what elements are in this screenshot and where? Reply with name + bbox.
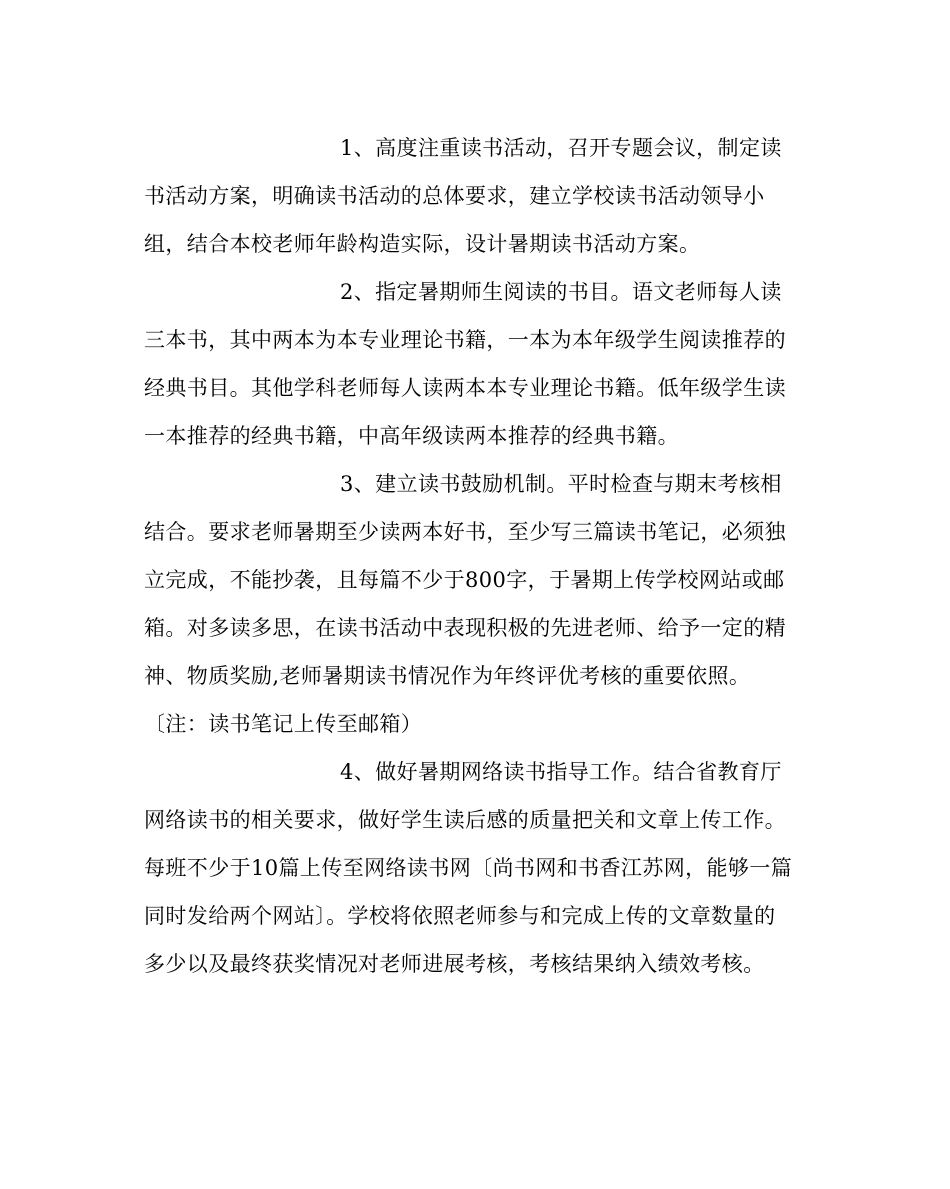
paragraph-4-line-1: 4、做好暑期网络读书指导工作。结合省教育厅 — [340, 760, 782, 784]
paragraph-1-line-2: 书活动方案，明确读书活动的总体要求，建立学校读书活动领导小 — [144, 184, 765, 208]
paragraph-3-line-2: 结合。要求老师暑期至少读两本好书，至少写三篇读书笔记，必须独 — [144, 520, 786, 544]
paragraph-1-line-1: 1、高度注重读书活动，召开专题会议，制定读 — [340, 136, 782, 160]
paragraph-3-line-4: 箱。对多读多思，在读书活动中表现积极的先进老师、给予一定的精 — [144, 616, 786, 640]
paragraph-2-line-3: 经典书目。其他学科老师每人读两本本专业理论书籍。低年级学生读 — [144, 376, 786, 400]
paragraph-3-line-1: 3、建立读书鼓励机制。平时检查与期末考核相 — [340, 472, 782, 496]
paragraph-1-line-3: 组，结合本校老师年龄构造实际，设计暑期读书活动方案。 — [144, 232, 701, 256]
paragraph-4-line-4: 同时发给两个网站〕。学校将依照老师参与和完成上传的文章数量的 — [144, 904, 776, 928]
paragraph-3-note: 〔注：读书笔记上传至邮箱） — [144, 712, 423, 736]
paragraph-4-line-3: 每班不少于10篇上传至网络读书网〔尚书网和书香江苏网，能够一篇 — [144, 856, 793, 880]
paragraph-2-line-1: 2、指定暑期师生阅读的书目。语文老师每人读 — [340, 280, 782, 304]
paragraph-4-line-2: 网络读书的相关要求，做好学生读后感的质量把关和文章上传工作。 — [144, 808, 786, 832]
paragraph-2-line-4: 一本推荐的经典书籍，中高年级读两本推荐的经典书籍。 — [144, 424, 679, 448]
paragraph-2-line-2: 三本书，其中两本为本专业理论书籍，一本为本年级学生阅读推荐的 — [144, 328, 786, 352]
paragraph-3-line-3: 立完成，不能抄袭，且每篇不少于800字，于暑期上传学校网站或邮 — [144, 568, 785, 592]
paragraph-3-line-5: 神、物质奖励,老师暑期读书情况作为年终评优考核的重要依照。 — [144, 664, 751, 688]
paragraph-4-line-5: 多少以及最终获奖情况对老师进展考核，考核结果纳入绩效考核。 — [144, 952, 765, 976]
